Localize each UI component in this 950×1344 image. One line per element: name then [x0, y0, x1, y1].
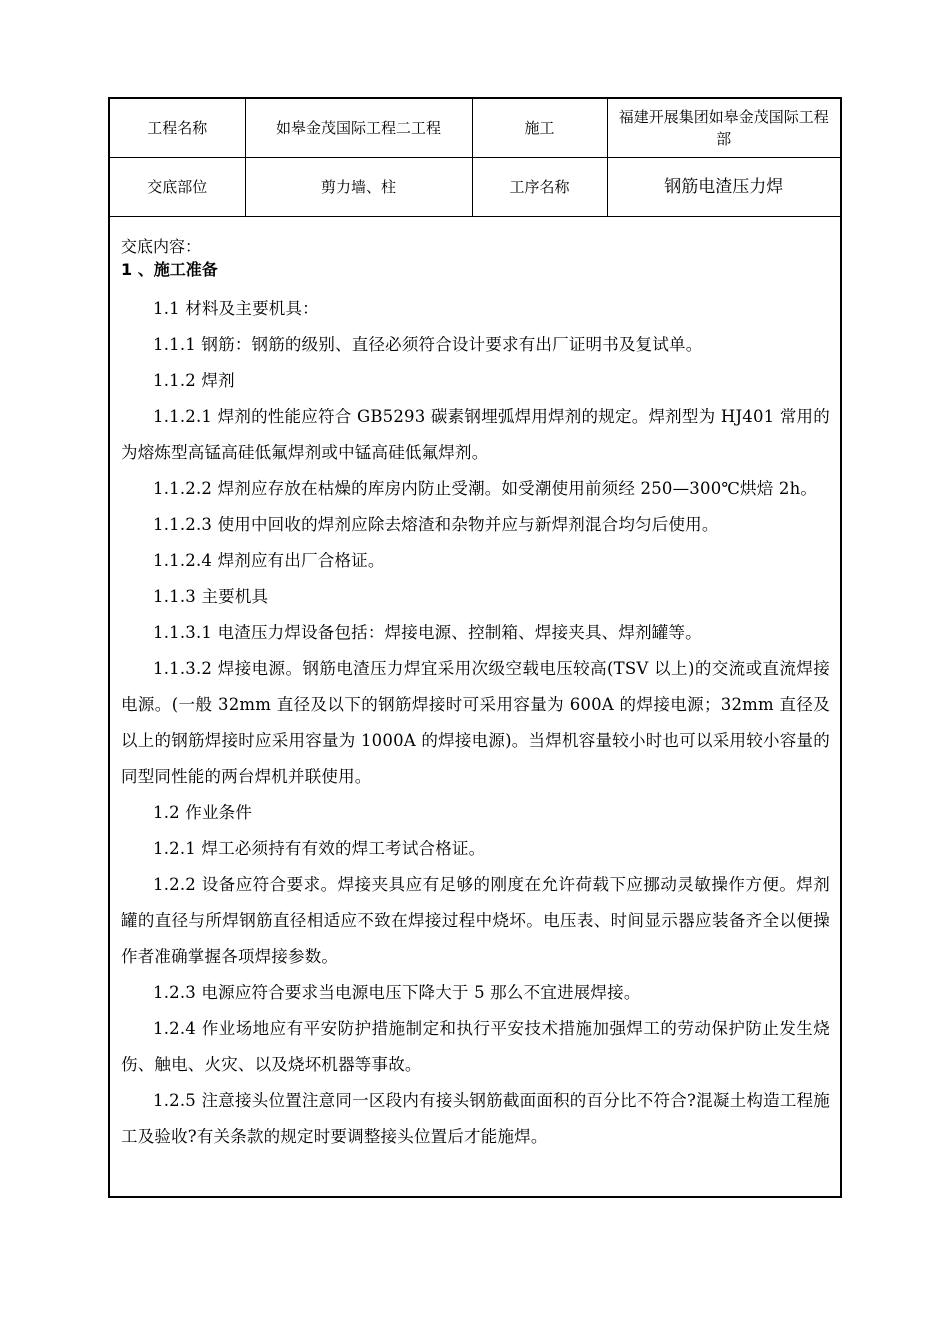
location-label: 交底部位: [110, 158, 245, 217]
paragraph: 1.1.1 钢筋：钢筋的级别、直径必须符合设计要求有出厂证明书及复试单。: [153, 335, 703, 354]
technical-disclosure-form: [108, 97, 842, 1198]
paragraph: 1.1 材料及主要机具：: [153, 299, 319, 318]
section-title: 1 、施工准备: [121, 260, 218, 279]
paragraph: 1.1.3.1 电渣压力焊设备包括：焊接电源、控制箱、焊接夹具、焊剂罐等。: [153, 623, 702, 642]
location-value: 剪力墙、柱: [245, 158, 472, 217]
project-name-value: 如皋金茂国际工程二工程: [245, 99, 472, 158]
paragraph: 1.2.3 电源应符合要求当电源电压下降大于 5 那么不宜进展焊接。: [153, 983, 641, 1002]
paragraph: 1.2.1 焊工必须持有有效的焊工考试合格证。: [153, 839, 486, 858]
construction-value: 福建开展集团如皋金茂国际工程部: [607, 99, 840, 158]
content-label: 交底内容：: [121, 237, 202, 256]
construction-label: 施工: [472, 99, 607, 158]
process-label: 工序名称: [472, 158, 607, 217]
paragraph: 1.2.5 注意接头位置注意同一区段内有接头钢筋截面面积的百分比不符合?混凝土构造工程施工及验收?有关条款的规定时要调整接头位置后才能施焊。: [121, 1091, 830, 1146]
paragraph: 1.1.3.2 焊接电源。钢筋电渣压力焊宜采用次级空载电压较高(TSV 以上)的交流或直流焊接电源。(一般 32mm 直径及以下的钢筋焊接时可采用容量为 600A 的焊接电源；32mm 直径及以上的钢筋焊接时应采用容量为 1000A 的焊接电源)。当焊机容量较小时也可以采用较小容量的同型同性能的两台焊机并联使用。: [121, 659, 830, 786]
disclosure-content: [110, 217, 840, 1155]
paragraph: 1.1.3 主要机具: [153, 587, 269, 606]
project-name-label: 工程名称: [110, 99, 245, 158]
paragraph: 1.2 作业条件: [153, 803, 253, 822]
paragraph: 1.1.2.1 焊剂的性能应符合 GB5293 碳素钢埋弧焊用焊剂的规定。焊剂型为 HJ401 常用的为熔炼型高锰高硅低氟焊剂或中锰高硅低氟焊剂。: [121, 407, 830, 462]
paragraph: 1.1.2.4 焊剂应有出厂合格证。: [153, 551, 385, 570]
paragraph: 1.1.2.2 焊剂应存放在枯燥的库房内防止受潮。如受潮使用前须经 250—300℃烘焙 2h。: [153, 479, 818, 498]
process-value: 钢筋电渣压力焊: [607, 158, 840, 217]
header-table: [110, 99, 840, 217]
paragraph: 1.1.2 焊剂: [153, 371, 235, 390]
paragraph: 1.1.2.3 使用中回收的焊剂应除去熔渣和杂物并应与新焊剂混合均匀后使用。: [153, 515, 719, 534]
paragraph: 1.2.2 设备应符合要求。焊接夹具应有足够的刚度在允许荷载下应挪动灵敏操作方便。焊剂罐的直径与所焊钢筋直径相适应不致在焊接过程中烧坏。电压表、时间显示器应装备齐全以便操作者准确掌握各项焊接参数。: [121, 875, 830, 966]
paragraph: 1.2.4 作业场地应有平安防护措施制定和执行平安技术措施加强焊工的劳动保护防止发生烧伤、触电、火灾、以及烧坏机器等事故。: [121, 1019, 830, 1074]
